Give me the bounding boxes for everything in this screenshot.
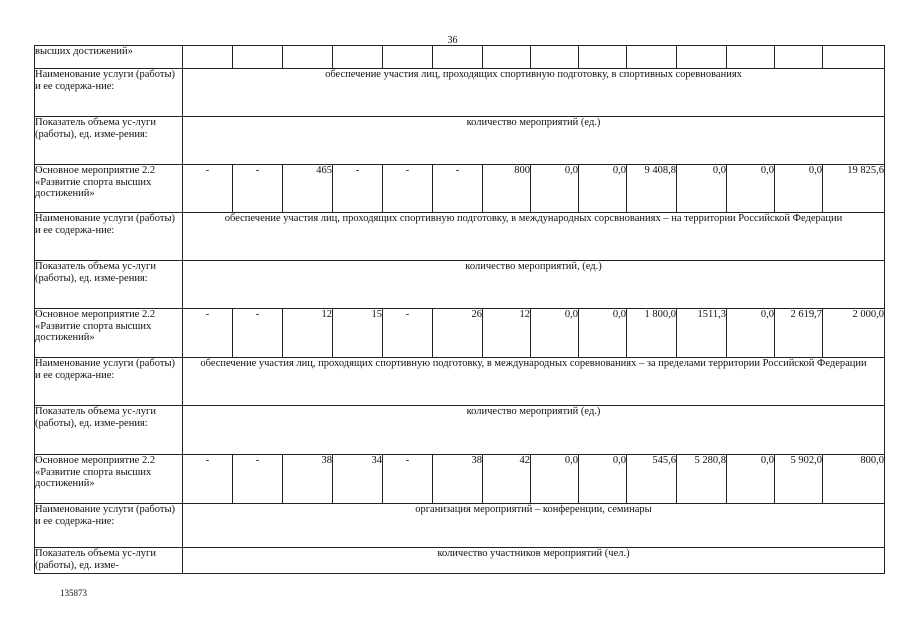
value-cell: 545,6 xyxy=(627,455,677,504)
value-cell: - xyxy=(233,455,283,504)
value-cell: - xyxy=(383,309,433,358)
value-cell: 0,0 xyxy=(727,455,775,504)
value-cell: - xyxy=(183,455,233,504)
value-cell: 0,0 xyxy=(531,309,579,358)
value-cell: 1511,3 xyxy=(677,309,727,358)
table-row-measure xyxy=(35,309,885,358)
row-label: Показатель объема ус-луги (работы), ед. изме- xyxy=(35,548,183,574)
measures-table xyxy=(34,45,885,574)
value-cell: 2 000,0 xyxy=(823,309,885,358)
value-cell: - xyxy=(383,455,433,504)
row-label: Показатель объема ус-луги (работы), ед. изме-рения: xyxy=(35,117,183,165)
service-description: обеспечение участия лиц, проходящих спортивную подготовку, в международных соревнованиях – за пределами территории Российской Федерации xyxy=(183,358,885,406)
value-cell: 0,0 xyxy=(727,165,775,213)
indicator-description: количество участников мероприятий (чел.) xyxy=(183,548,885,574)
table-row-indicator xyxy=(35,117,885,165)
value-cell: - xyxy=(433,165,483,213)
table-row-service xyxy=(35,213,885,261)
table-row-service xyxy=(35,358,885,406)
value-cell: 5 902,0 xyxy=(775,455,823,504)
indicator-description: количество мероприятий (ед.) xyxy=(183,406,885,455)
row-label: Показатель объема ус-луги (работы), ед. изме-рения: xyxy=(35,406,183,455)
value-cell: 19 825,6 xyxy=(823,165,885,213)
value-cell: 800 xyxy=(483,165,531,213)
table-row-top xyxy=(35,46,885,69)
value-cell: 800,0 xyxy=(823,455,885,504)
value-cell: - xyxy=(233,309,283,358)
value-cell: 5 280,8 xyxy=(677,455,727,504)
service-description: организация мероприятий – конференции, семинары xyxy=(183,504,885,548)
value-cell: 0,0 xyxy=(727,309,775,358)
value-cell: 38 xyxy=(283,455,333,504)
table-row-indicator xyxy=(35,406,885,455)
value-cell: 12 xyxy=(283,309,333,358)
row-label: Показатель объема ус-луги (работы), ед. изме-рения: xyxy=(35,261,183,309)
value-cell: - xyxy=(183,165,233,213)
indicator-description: количество мероприятий, (ед.) xyxy=(183,261,885,309)
row-label: высших достижений» xyxy=(35,46,183,69)
table-row-service xyxy=(35,69,885,117)
value-cell: 2 619,7 xyxy=(775,309,823,358)
value-cell: 0,0 xyxy=(579,309,627,358)
service-description: обеспечение участия лиц, проходящих спортивную подготовку, в спортивных соревнованиях xyxy=(183,69,885,117)
row-label: Наименование услуги (работы) и ее содержа-ние: xyxy=(35,504,183,548)
footer-code: 135873 xyxy=(60,588,87,598)
table-row-indicator xyxy=(35,261,885,309)
indicator-description: количество мероприятий (ед.) xyxy=(183,117,885,165)
value-cell: 38 xyxy=(433,455,483,504)
value-cell: 0,0 xyxy=(531,455,579,504)
service-description: обеспечение участия лиц, проходящих спортивную подготовку, в международных сорсвнованиях – на территории Российской Федерации xyxy=(183,213,885,261)
table-body xyxy=(35,46,885,574)
value-cell: 0,0 xyxy=(579,455,627,504)
row-label: Основное мероприятие 2.2 «Развитие спорта высших достижений» xyxy=(35,309,183,358)
row-label: Наименование услуги (работы) и ее содержа-ние: xyxy=(35,358,183,406)
value-cell: 34 xyxy=(333,455,383,504)
value-cell: - xyxy=(383,165,433,213)
table-row-measure xyxy=(35,455,885,504)
value-cell: 12 xyxy=(483,309,531,358)
value-cell: - xyxy=(183,309,233,358)
value-cell: 42 xyxy=(483,455,531,504)
value-cell: 1 800,0 xyxy=(627,309,677,358)
page-number: 36 xyxy=(447,35,458,46)
table-row-service xyxy=(35,504,885,548)
value-cell: - xyxy=(233,165,283,213)
value-cell: 26 xyxy=(433,309,483,358)
table-row-measure xyxy=(35,165,885,213)
value-cell: 9 408,8 xyxy=(627,165,677,213)
value-cell: 15 xyxy=(333,309,383,358)
row-label: Основное мероприятие 2.2 «Развитие спорта высших достижений» xyxy=(35,165,183,213)
value-cell: - xyxy=(333,165,383,213)
row-label: Наименование услуги (работы) и ее содержа-ние: xyxy=(35,213,183,261)
value-cell: 0,0 xyxy=(775,165,823,213)
table-row-indicator xyxy=(35,548,885,574)
value-cell: 0,0 xyxy=(579,165,627,213)
value-cell: 0,0 xyxy=(531,165,579,213)
value-cell: 465 xyxy=(283,165,333,213)
row-label: Наименование услуги (работы) и ее содержа-ние: xyxy=(35,69,183,117)
value-cell: 0,0 xyxy=(677,165,727,213)
row-label: Основное мероприятие 2.2 «Развитие спорта высших достижений» xyxy=(35,455,183,504)
